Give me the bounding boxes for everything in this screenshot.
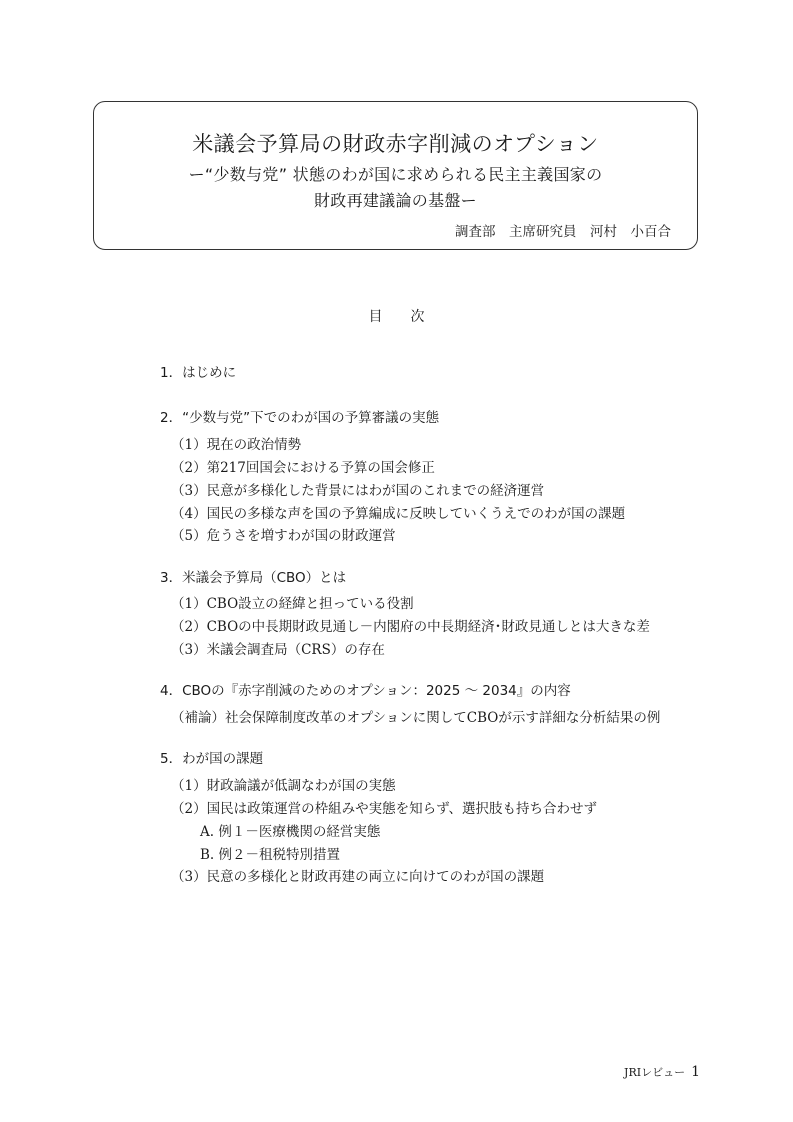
footer-journal-label: JRIレビュー: [624, 1066, 686, 1079]
toc-section-2: 2．“少数与党”下でのわが国の予算審議の実態: [160, 410, 440, 426]
toc-section-5: 5．わが国の課題: [160, 751, 264, 767]
toc-item-3-3: （3）米議会調査局（CRS）の存在: [171, 642, 385, 658]
title-box: [93, 101, 698, 250]
toc-item-5-2: （2）国民は政策運営の枠組みや実態を知らず、選択肢も持ち合わせず: [171, 801, 598, 817]
toc-item-5-1: （1）財政論議が低調なわが国の実態: [171, 778, 396, 794]
page-footer: [624, 1064, 700, 1080]
toc-item-2-5: （5）危うさを増すわが国の財政運営: [171, 528, 396, 544]
toc-item-3-2: （2）CBOの中長期財政見通し－内閣府の中長期経済･財政見通しとは大きな差: [171, 619, 650, 635]
document-subtitle-line1: ー“少数与党” 状態のわが国に求められる民主主義国家の: [188, 165, 603, 184]
toc-section-4: 4．CBOの『赤字削減のためのオプション：2025 ～ 2034』の内容: [160, 683, 571, 699]
toc-section-3: 3．米議会予算局（CBO）とは: [160, 570, 347, 586]
toc-item-2-4: （4）国民の多様な声を国の予算編成に反映していくうえでのわが国の課題: [171, 506, 626, 522]
toc-heading: 目 次: [368, 309, 425, 325]
document-subtitle-line2: 財政再建議論の基盤ー: [313, 191, 477, 210]
document-title: 米議会予算局の財政赤字削減のオプション: [192, 132, 599, 156]
toc-section-1: 1．はじめに: [160, 365, 237, 381]
page-number: 1: [691, 1064, 700, 1080]
toc-item-3-1: （1）CBO設立の経緯と担っている役割: [171, 596, 414, 612]
toc-item-5-3: （3）民意の多様化と財政再建の両立に向けてのわが国の課題: [171, 869, 545, 885]
toc-item-4-supplement: （補論）社会保障制度改革のオプションに関してCBOが示す詳細な分析結果の例: [171, 710, 661, 726]
toc-item-2-1: （1）現在の政治情勢: [171, 437, 302, 453]
toc-item-2-3: （3）民意が多様化した背景にはわが国のこれまでの経済運営: [171, 483, 545, 499]
toc-item-5-2-b: B. 例２－租税特別措置: [200, 847, 341, 863]
toc-item-2-2: （2）第217回国会における予算の国会修正: [171, 460, 435, 476]
toc-item-5-2-a: A. 例１－医療機関の経営実態: [200, 824, 381, 840]
author-line: 調査部 主席研究員 河村 小百合: [455, 224, 671, 240]
